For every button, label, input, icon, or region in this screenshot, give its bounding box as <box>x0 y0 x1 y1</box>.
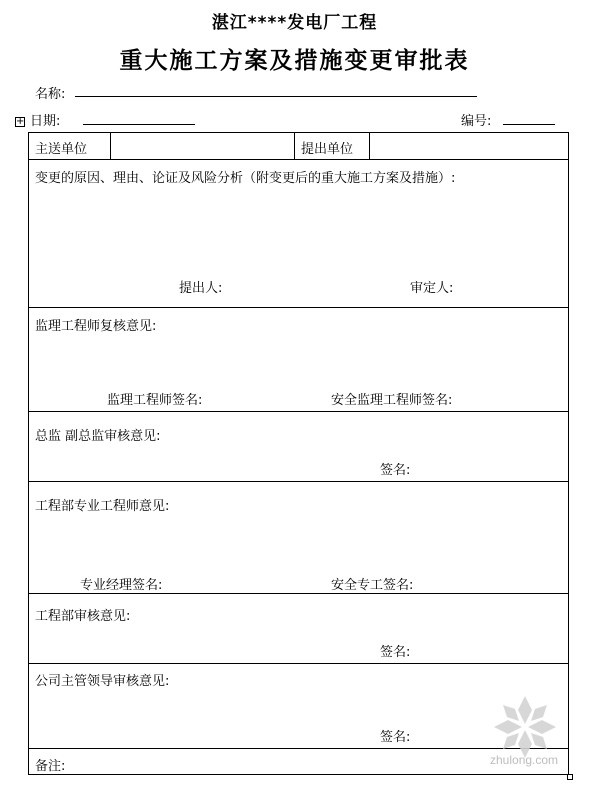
watermark-text: zhulong.com <box>490 753 559 767</box>
engineering-sign-label: 签名: <box>380 645 411 660</box>
document-title: 湛江****发电厂工程 <box>211 13 378 33</box>
engineering-dept-opinion-label: 工程部专业工程师意见: <box>35 499 170 514</box>
move-handle-icon[interactable]: + <box>16 116 25 127</box>
document-subtitle: 重大施工方案及措施变更审批表 <box>119 48 470 74</box>
company-leader-review-label: 公司主管领导审核意见: <box>35 674 170 689</box>
send-unit-label: 主送单位 <box>35 142 88 157</box>
supervisor-review-label: 监理工程师复核意见: <box>35 319 157 334</box>
proposer-label: 提出人: <box>179 281 223 296</box>
row-divider <box>28 307 569 308</box>
reviewer-label: 审定人: <box>410 281 454 296</box>
number-label: 编号: <box>461 114 492 129</box>
row-divider <box>28 593 569 594</box>
column-divider <box>369 132 370 159</box>
remarks-label: 备注: <box>35 759 66 774</box>
company-leader-sign-label: 签名: <box>380 730 411 745</box>
row-divider <box>28 663 569 664</box>
submit-unit-label: 提出单位 <box>301 142 354 157</box>
column-divider <box>110 132 111 159</box>
column-divider <box>294 132 295 159</box>
chief-review-label: 总监 副总监审核意见: <box>35 429 161 444</box>
row-divider <box>28 481 569 482</box>
send-unit-input[interactable] <box>112 134 292 157</box>
engineering-review-label: 工程部审核意见: <box>35 609 131 624</box>
chief-sign-label: 签名: <box>380 463 411 478</box>
pro-manager-sign-label: 专业经理签名: <box>80 578 163 593</box>
date-label: 日期: <box>30 114 61 129</box>
row-divider <box>28 411 569 412</box>
name-field-line[interactable] <box>75 96 477 97</box>
table-resize-handle[interactable] <box>567 774 573 780</box>
date-field-line[interactable] <box>83 124 195 125</box>
safety-supervisor-sign-label: 安全监理工程师签名: <box>331 393 453 408</box>
number-field-line[interactable] <box>503 124 555 125</box>
change-reason-label: 变更的原因、理由、论证及风险分析（附变更后的重大施工方案及措施）: <box>35 171 456 186</box>
supervisor-sign-label: 监理工程师签名: <box>107 393 203 408</box>
row-divider <box>28 159 569 160</box>
safety-engineer-sign-label: 安全专工签名: <box>331 578 414 593</box>
submit-unit-input[interactable] <box>371 134 567 157</box>
name-label: 名称: <box>35 87 66 102</box>
